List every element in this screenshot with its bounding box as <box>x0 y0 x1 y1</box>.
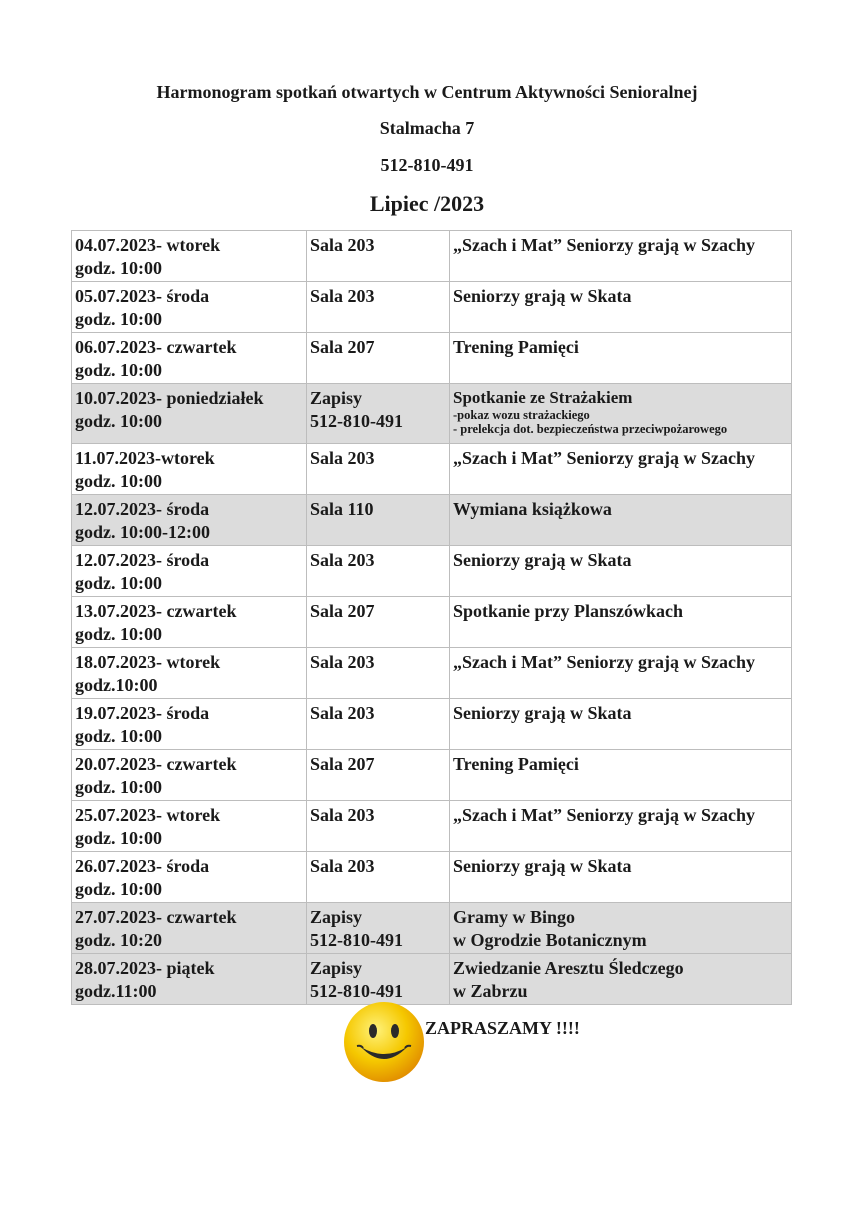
event-cell <box>450 903 792 954</box>
date-cell <box>72 648 307 699</box>
event-cell <box>450 333 792 384</box>
date-text: 13.07.2023- czwartek <box>75 601 237 621</box>
place-cell <box>307 954 450 1005</box>
event-cell <box>450 495 792 546</box>
date-cell <box>72 444 307 495</box>
date-cell <box>72 495 307 546</box>
table-row <box>72 903 792 954</box>
date-text: 12.07.2023- środa <box>75 550 210 570</box>
event-text: „Szach i Mat” Seniorzy grają w Szachy <box>453 805 755 825</box>
event-cell <box>450 384 792 444</box>
place-text: 512-810-491 <box>310 411 403 431</box>
table-row <box>72 546 792 597</box>
event-cell <box>450 546 792 597</box>
event-cell <box>450 750 792 801</box>
time-text: godz.10:00 <box>75 675 158 695</box>
place-text: 512-810-491 <box>310 981 403 1001</box>
event-cell <box>450 801 792 852</box>
place-cell <box>307 333 450 384</box>
smiley-face-icon <box>343 1001 425 1083</box>
place-text: Sala 207 <box>310 601 375 621</box>
place-text: 512-810-491 <box>310 930 403 950</box>
date-cell <box>72 231 307 282</box>
date-cell <box>72 852 307 903</box>
place-cell <box>307 546 450 597</box>
event-cell <box>450 282 792 333</box>
event-text: Spotkanie ze Strażakiem <box>453 388 633 407</box>
time-text: godz. 10:20 <box>75 930 162 950</box>
place-text: Sala 203 <box>310 805 375 825</box>
time-text: godz. 10:00 <box>75 624 162 644</box>
table-row <box>72 384 792 444</box>
place-text: Sala 203 <box>310 448 375 468</box>
document-title: Harmonogram spotkań otwartych w Centrum Aktywności Senioralnej <box>156 82 698 102</box>
event-text: Spotkanie przy Planszówkach <box>453 601 684 621</box>
table-row <box>72 648 792 699</box>
place-text: Sala 203 <box>310 703 375 723</box>
invite-text: ZAPRASZAMY !!!! <box>425 1018 580 1038</box>
time-text: godz. 10:00 <box>75 879 162 899</box>
time-text: godz.11:00 <box>75 981 157 1001</box>
event-text: Trening Pamięci <box>453 754 579 774</box>
date-text: 10.07.2023- poniedziałek <box>75 388 264 408</box>
date-text: 05.07.2023- środa <box>75 286 210 306</box>
date-text: 18.07.2023- wtorek <box>75 652 221 672</box>
event-text: Zwiedzanie Aresztu Śledczego <box>453 958 684 978</box>
time-text: godz. 10:00-12:00 <box>75 522 210 542</box>
date-text: 20.07.2023- czwartek <box>75 754 237 774</box>
table-row <box>72 495 792 546</box>
place-cell <box>307 699 450 750</box>
date-text: 04.07.2023- wtorek <box>75 235 221 255</box>
event-cell <box>450 597 792 648</box>
table-row <box>72 597 792 648</box>
time-text: godz. 10:00 <box>75 471 162 491</box>
table-row <box>72 954 792 1005</box>
date-text: 19.07.2023- środa <box>75 703 210 723</box>
date-cell <box>72 384 307 444</box>
table-row <box>72 231 792 282</box>
date-cell <box>72 597 307 648</box>
place-text: Sala 203 <box>310 235 375 255</box>
event-text: Gramy w Bingo <box>453 907 576 927</box>
date-cell <box>72 282 307 333</box>
event-text: „Szach i Mat” Seniorzy grają w Szachy <box>453 448 755 468</box>
table-row <box>72 801 792 852</box>
event-text: „Szach i Mat” Seniorzy grają w Szachy <box>453 235 755 255</box>
schedule-table <box>71 230 792 1005</box>
address-line: Stalmacha 7 <box>379 118 475 138</box>
event-detail-text: -pokaz wozu strażackiego <box>453 408 590 422</box>
time-text: godz. 10:00 <box>75 777 162 797</box>
table-row <box>72 333 792 384</box>
place-text: Sala 207 <box>310 337 375 357</box>
table-row <box>72 750 792 801</box>
event-cell <box>450 444 792 495</box>
table-row <box>72 852 792 903</box>
event-text: Seniorzy grają w Skata <box>453 856 632 876</box>
date-text: 06.07.2023- czwartek <box>75 337 237 357</box>
table-row <box>72 699 792 750</box>
time-text: godz. 10:00 <box>75 828 162 848</box>
date-cell <box>72 954 307 1005</box>
date-cell <box>72 546 307 597</box>
event-detail-text: - prelekcja dot. bezpieczeństwa przeciwpożarowego <box>453 422 728 436</box>
place-text: Sala 207 <box>310 754 375 774</box>
place-cell <box>307 597 450 648</box>
place-cell <box>307 384 450 444</box>
time-text: godz. 10:00 <box>75 309 162 329</box>
place-text: Zapisy <box>310 388 363 408</box>
date-text: 11.07.2023-wtorek <box>75 448 215 468</box>
date-text: 25.07.2023- wtorek <box>75 805 221 825</box>
place-cell <box>307 231 450 282</box>
time-text: godz. 10:00 <box>75 258 162 278</box>
place-text: Sala 203 <box>310 652 375 672</box>
time-text: godz. 10:00 <box>75 726 162 746</box>
event-text: Wymiana książkowa <box>453 499 612 519</box>
place-cell <box>307 282 450 333</box>
table-row <box>72 282 792 333</box>
event-text: w Ogrodzie Botanicznym <box>453 930 647 950</box>
event-text: w Zabrzu <box>453 981 528 1001</box>
date-text: 12.07.2023- środa <box>75 499 210 519</box>
date-text: 26.07.2023- środa <box>75 856 210 876</box>
event-text: „Szach i Mat” Seniorzy grają w Szachy <box>453 652 755 672</box>
event-cell <box>450 699 792 750</box>
date-cell <box>72 750 307 801</box>
place-cell <box>307 852 450 903</box>
place-cell <box>307 750 450 801</box>
date-cell <box>72 699 307 750</box>
place-text: Sala 203 <box>310 856 375 876</box>
date-text: 27.07.2023- czwartek <box>75 907 237 927</box>
date-text: 28.07.2023- piątek <box>75 958 215 978</box>
place-cell <box>307 648 450 699</box>
date-cell <box>72 903 307 954</box>
table-row <box>72 444 792 495</box>
place-cell <box>307 903 450 954</box>
place-cell <box>307 444 450 495</box>
event-text: Seniorzy grają w Skata <box>453 703 632 723</box>
event-cell <box>450 648 792 699</box>
event-cell <box>450 852 792 903</box>
month-heading: Lipiec /2023 <box>369 191 485 216</box>
place-cell <box>307 495 450 546</box>
place-text: Sala 203 <box>310 550 375 570</box>
place-text: Sala 203 <box>310 286 375 306</box>
event-text: Seniorzy grają w Skata <box>453 550 632 570</box>
date-cell <box>72 801 307 852</box>
date-cell <box>72 333 307 384</box>
time-text: godz. 10:00 <box>75 411 162 431</box>
time-text: godz. 10:00 <box>75 573 162 593</box>
event-text: Trening Pamięci <box>453 337 579 357</box>
place-text: Sala 110 <box>310 499 374 519</box>
schedule-body <box>72 231 792 1005</box>
phone-line: 512-810-491 <box>380 155 474 175</box>
event-text: Seniorzy grają w Skata <box>453 286 632 306</box>
place-text: Zapisy <box>310 958 363 978</box>
event-cell <box>450 231 792 282</box>
time-text: godz. 10:00 <box>75 360 162 380</box>
place-cell <box>307 801 450 852</box>
place-text: Zapisy <box>310 907 363 927</box>
event-cell <box>450 954 792 1005</box>
